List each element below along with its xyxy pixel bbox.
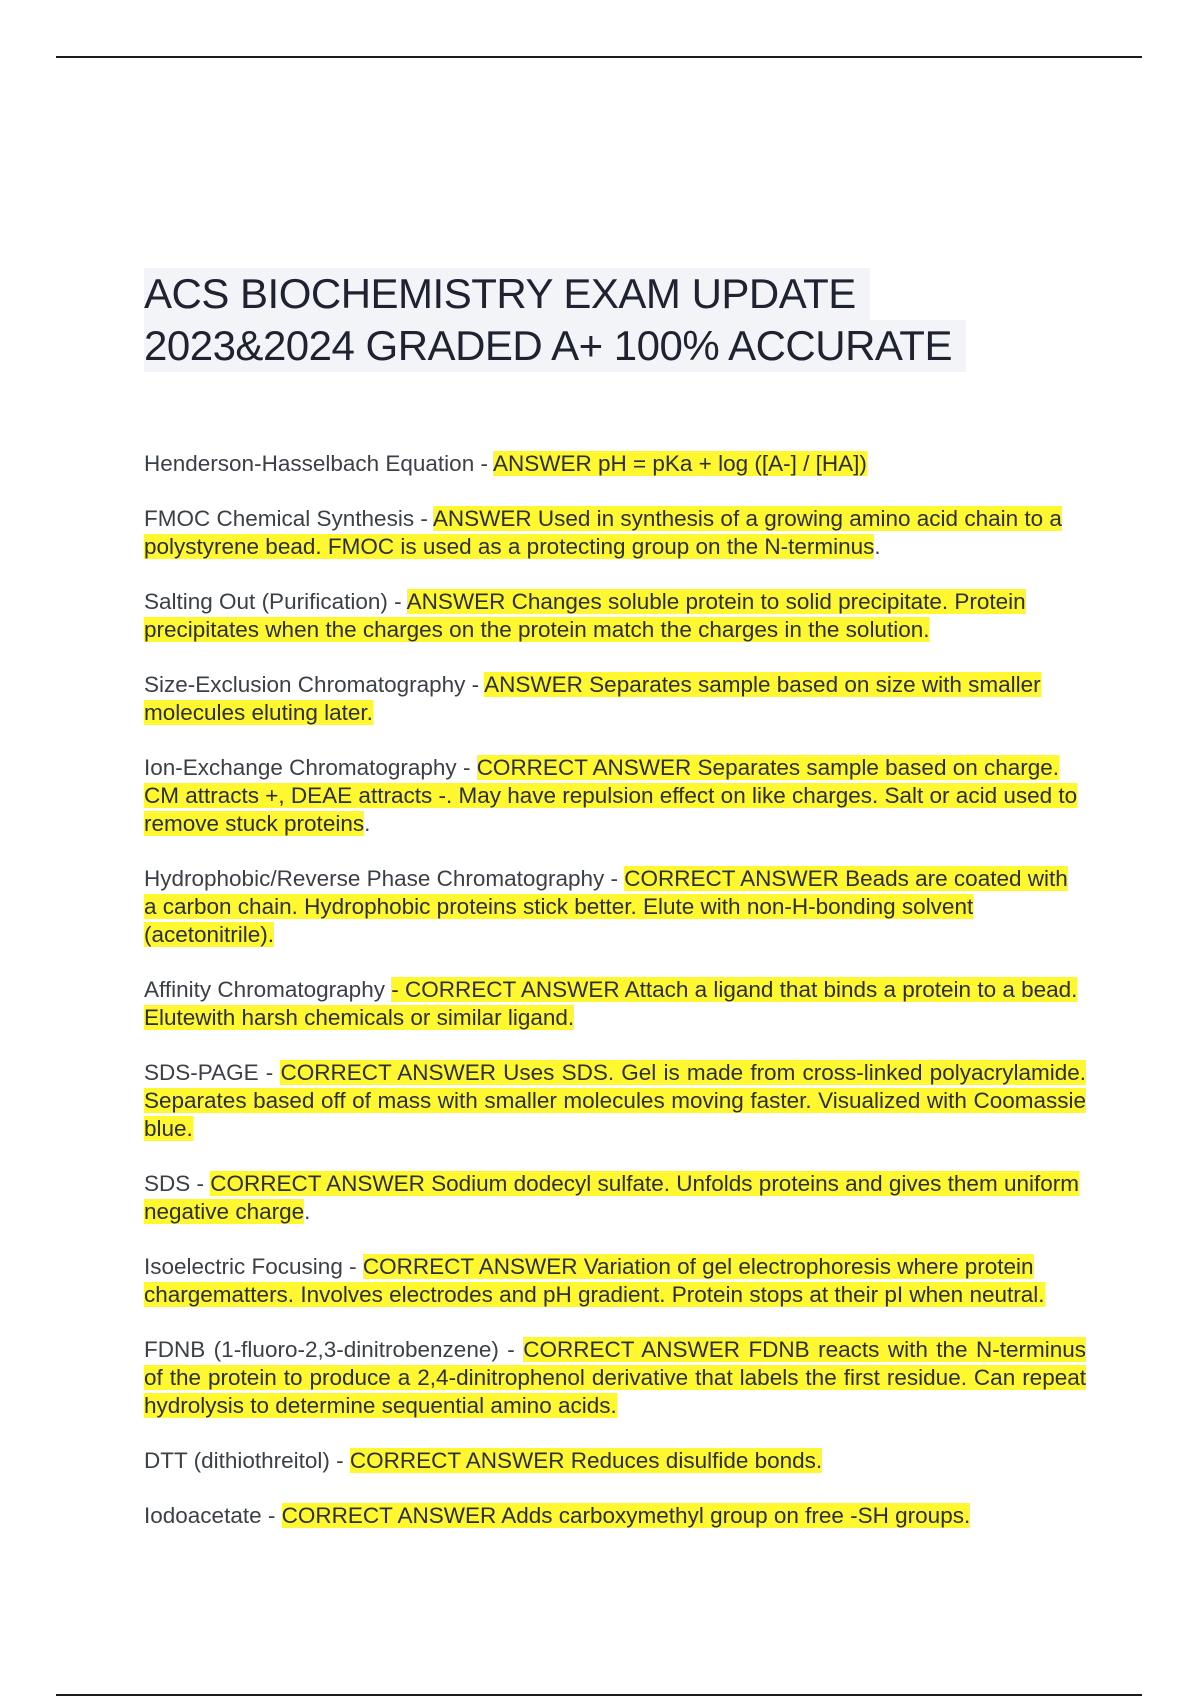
entry-separator: - — [465, 672, 485, 697]
entry-separator: - — [258, 1060, 281, 1085]
entry-separator: - — [498, 1337, 524, 1362]
qa-entry — [144, 1336, 1086, 1420]
entry-separator: - — [387, 589, 407, 614]
entry-separator: - — [190, 1171, 211, 1196]
title-line-2: 2023&2024 GRADED A+ 100% ACCURATE — [144, 320, 966, 372]
entry-term: SDS-PAGE — [144, 1060, 259, 1085]
qa-entry — [144, 450, 1086, 478]
entry-answer: CORRECT ANSWER Reduces disulfide bonds. — [349, 1448, 823, 1473]
entry-separator: - — [329, 1448, 350, 1473]
entry-term: Ion-Exchange Chromatography — [144, 755, 457, 780]
entry-answer: CORRECT ANSWER FDNB reacts with the N-terminus of the protein to produce a 2,4-dinitrophenol derivative that labels the first residue. Can repeat hydrolysis to determine sequential amino acids. — [144, 1337, 1087, 1418]
entry-term: Henderson-Hasselbach Equation — [144, 451, 475, 476]
entry-answer: ANSWER Used in synthesis of a growing amino acid chain to a polystyrene bead. FMOC is used as a protecting group on the N-terminus — [144, 506, 1062, 559]
entry-separator: - — [261, 1503, 282, 1528]
entry-term: FDNB (1-fluoro-2,3-dinitrobenzene) — [144, 1337, 499, 1362]
qa-entry — [144, 976, 1086, 1032]
entry-term: SDS — [144, 1171, 191, 1196]
entry-term: Hydrophobic/Reverse Phase Chromatography — [144, 866, 605, 891]
entry-term: Salting Out (Purification) — [144, 589, 388, 614]
qa-entry — [144, 588, 1086, 644]
title-line-1: ACS BIOCHEMISTRY EXAM UPDATE — [144, 268, 870, 320]
entry-answer: ANSWER Changes soluble protein to solid precipitate. Protein precipitates when the charges on the protein match the charges in the solution. — [144, 589, 1026, 642]
qa-entry — [144, 1502, 1086, 1530]
entry-term: Affinity Chromatography — [144, 977, 385, 1002]
qa-entry — [144, 865, 1086, 949]
qa-entry — [144, 671, 1086, 727]
qa-entry — [144, 1447, 1086, 1475]
entry-term: FMOC Chemical Synthesis — [144, 506, 415, 531]
entry-term: Iodoacetate — [144, 1503, 262, 1528]
entry-answer: ANSWER pH = pKa + log ([A-] / [HA]) — [492, 451, 867, 476]
entry-answer: - CORRECT ANSWER Attach a ligand that binds a protein to a bead. Elutewith harsh chemicals or similar ligand. — [144, 977, 1078, 1030]
entry-separator: - — [474, 451, 493, 476]
entry-answer: CORRECT ANSWER Sodium dodecyl sulfate. Unfolds proteins and gives them uniform negative charge — [144, 1171, 1079, 1224]
top-rule — [56, 56, 1142, 58]
qa-entry: FMOC Chemical Synthesis - ANSWER Used in synthesis of a growing amino acid chain to a polystyrene bead. FMOC is used as a protecting group on the N-terminus. — [144, 506, 1062, 559]
entry-separator: - — [414, 506, 433, 531]
qa-list — [144, 450, 1086, 1557]
entry-answer: CORRECT ANSWER Uses SDS. Gel is made from cross-linked polyacrylamide. Separates based off of mass with smaller molecules moving faster. Visualized with Coomassie blue. — [144, 1060, 1087, 1141]
entry-answer: CORRECT ANSWER Beads are coated with a carbon chain. Hydrophobic proteins stick better. Elute with non-H-bonding solvent (acetonitrile). — [144, 866, 1068, 947]
entry-separator: - — [342, 1254, 363, 1279]
entry-answer: CORRECT ANSWER Separates sample based on charge. CM attracts +, DEAE attracts -. May have repulsion effect on like charges. Salt or acid used to remove stuck proteins — [144, 755, 1078, 836]
entry-separator: - — [604, 866, 625, 891]
entry-answer: ANSWER Separates sample based on size with smaller molecules eluting later. — [144, 672, 1041, 725]
bottom-rule — [56, 1694, 1142, 1696]
qa-entry — [144, 1253, 1086, 1309]
entry-answer: CORRECT ANSWER Variation of gel electrophoresis where protein chargematters. Involves electrodes and pH gradient. Protein stops at their pI when neutral. — [144, 1254, 1045, 1307]
document-title — [144, 268, 1084, 372]
qa-entry: SDS - CORRECT ANSWER Sodium dodecyl sulfate. Unfolds proteins and gives them uniform negative charge. — [144, 1171, 1079, 1224]
entry-term: Isoelectric Focusing — [144, 1254, 343, 1279]
qa-entry: Ion-Exchange Chromatography - CORRECT ANSWER Separates sample based on charge. CM attracts +, DEAE attracts -. May have repulsion effect on like charges. Salt or acid used to remove stuck proteins. — [144, 755, 1078, 836]
entry-separator: - — [456, 755, 477, 780]
entry-term: Size-Exclusion Chromatography — [144, 672, 466, 697]
qa-entry — [144, 1059, 1086, 1143]
entry-answer: CORRECT ANSWER Adds carboxymethyl group on free -SH groups. — [281, 1503, 971, 1528]
entry-term: DTT (dithiothreitol) — [144, 1448, 330, 1473]
